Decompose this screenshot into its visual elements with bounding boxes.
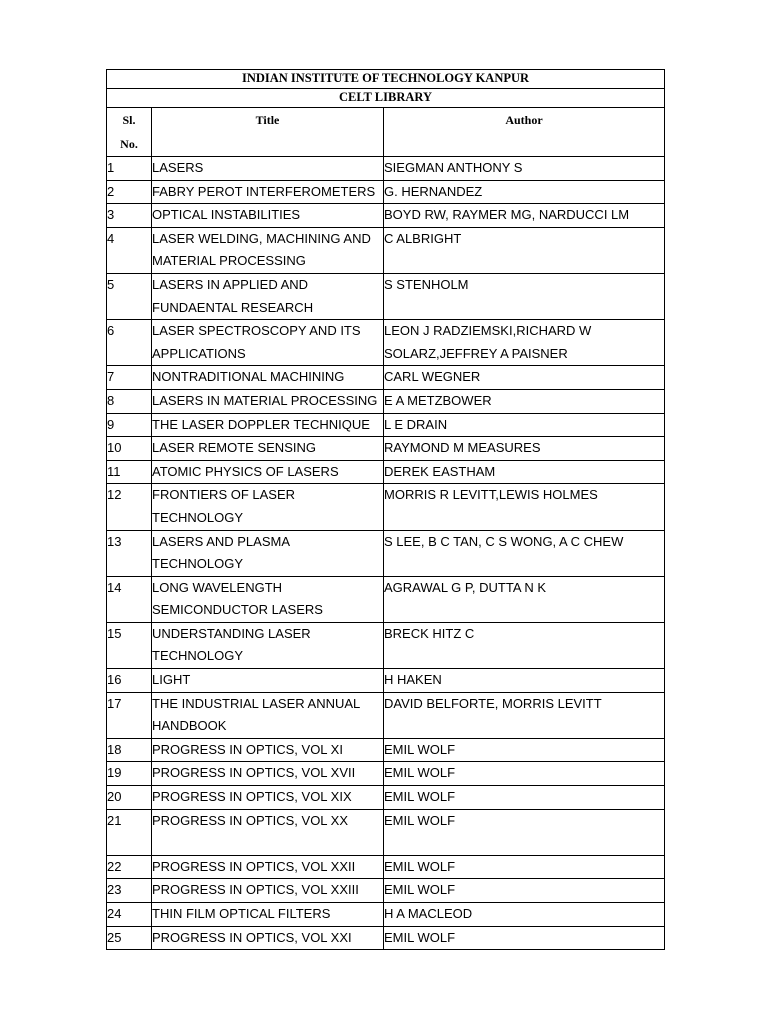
author-header: Author — [384, 108, 665, 157]
table-row — [107, 413, 665, 437]
book-author-cell: EMIL WOLF — [384, 879, 665, 903]
table-row — [107, 227, 665, 273]
book-title-cell: NONTRADITIONAL MACHINING — [152, 366, 384, 390]
book-title-cell: FRONTIERS OF LASER TECHNOLOGY — [152, 484, 384, 530]
book-title-cell: ATOMIC PHYSICS OF LASERS — [152, 460, 384, 484]
serial-number-cell: 6 — [107, 320, 152, 366]
book-author-cell: DAVID BELFORTE, MORRIS LEVITT — [384, 692, 665, 738]
serial-number-cell: 18 — [107, 738, 152, 762]
serial-number-cell: 8 — [107, 389, 152, 413]
book-author-cell: EMIL WOLF — [384, 926, 665, 950]
book-title-cell: PROGRESS IN OPTICS, VOL XXII — [152, 855, 384, 879]
library-title: CELT LIBRARY — [107, 89, 665, 108]
table-row — [107, 204, 665, 228]
book-author-cell: EMIL WOLF — [384, 855, 665, 879]
table-row — [107, 460, 665, 484]
serial-number-cell: 17 — [107, 692, 152, 738]
institute-title: INDIAN INSTITUTE OF TECHNOLOGY KANPUR — [107, 70, 665, 89]
serial-number-cell: 7 — [107, 366, 152, 390]
table-row — [107, 484, 665, 530]
table-row — [107, 437, 665, 461]
serial-number-cell: 24 — [107, 903, 152, 927]
book-title-cell: THE INDUSTRIAL LASER ANNUAL HANDBOOK — [152, 692, 384, 738]
book-author-cell: DEREK EASTHAM — [384, 460, 665, 484]
column-header-row — [107, 108, 665, 157]
book-title-cell: PROGRESS IN OPTICS, VOL XX — [152, 809, 384, 855]
table-row — [107, 389, 665, 413]
book-title-cell: UNDERSTANDING LASER TECHNOLOGY — [152, 622, 384, 668]
table-row — [107, 273, 665, 319]
book-author-cell: G. HERNANDEZ — [384, 180, 665, 204]
serial-number-cell: 16 — [107, 669, 152, 693]
book-author-cell: C ALBRIGHT — [384, 227, 665, 273]
table-body — [107, 70, 665, 950]
sl-no-header — [107, 108, 152, 157]
serial-number-cell: 3 — [107, 204, 152, 228]
table-row — [107, 157, 665, 181]
serial-number-cell: 9 — [107, 413, 152, 437]
book-title-cell: LONG WAVELENGTH SEMICONDUCTOR LASERS — [152, 576, 384, 622]
book-author-cell: LEON J RADZIEMSKI,RICHARD W SOLARZ,JEFFREY A PAISNER — [384, 320, 665, 366]
serial-number-cell: 22 — [107, 855, 152, 879]
book-catalog-table — [106, 69, 665, 950]
serial-number-cell: 13 — [107, 530, 152, 576]
book-title-cell: LIGHT — [152, 669, 384, 693]
book-author-cell: EMIL WOLF — [384, 738, 665, 762]
serial-number-cell: 25 — [107, 926, 152, 950]
serial-number-cell: 1 — [107, 157, 152, 181]
serial-number-cell: 11 — [107, 460, 152, 484]
book-author-cell: RAYMOND M MEASURES — [384, 437, 665, 461]
book-title-cell: PROGRESS IN OPTICS, VOL XIX — [152, 786, 384, 810]
book-author-cell: SIEGMAN ANTHONY S — [384, 157, 665, 181]
table-row — [107, 692, 665, 738]
book-author-cell: BRECK HITZ C — [384, 622, 665, 668]
serial-number-cell: 5 — [107, 273, 152, 319]
book-title-cell: PROGRESS IN OPTICS, VOL XI — [152, 738, 384, 762]
table-row — [107, 530, 665, 576]
sl-header-line2: No. — [120, 137, 138, 151]
book-author-cell: CARL WEGNER — [384, 366, 665, 390]
book-title-cell: PROGRESS IN OPTICS, VOL XVII — [152, 762, 384, 786]
table-row — [107, 903, 665, 927]
book-title-cell: LASER WELDING, MACHINING AND MATERIAL PROCESSING — [152, 227, 384, 273]
book-author-cell: MORRIS R LEVITT,LEWIS HOLMES — [384, 484, 665, 530]
book-title-cell: FABRY PEROT INTERFEROMETERS — [152, 180, 384, 204]
serial-number-cell: 19 — [107, 762, 152, 786]
table-row — [107, 180, 665, 204]
book-author-cell: L E DRAIN — [384, 413, 665, 437]
book-title-cell: OPTICAL INSTABILITIES — [152, 204, 384, 228]
table-row — [107, 366, 665, 390]
table-row — [107, 738, 665, 762]
table-row — [107, 855, 665, 879]
book-author-cell: S LEE, B C TAN, C S WONG, A C CHEW — [384, 530, 665, 576]
book-title-cell: PROGRESS IN OPTICS, VOL XXIII — [152, 879, 384, 903]
table-row — [107, 622, 665, 668]
sl-header-line1: Sl. — [122, 113, 136, 127]
book-author-cell: H A MACLEOD — [384, 903, 665, 927]
book-title-cell: PROGRESS IN OPTICS, VOL XXI — [152, 926, 384, 950]
book-author-cell: AGRAWAL G P, DUTTA N K — [384, 576, 665, 622]
serial-number-cell: 14 — [107, 576, 152, 622]
serial-number-cell: 20 — [107, 786, 152, 810]
book-title-cell: LASERS AND PLASMA TECHNOLOGY — [152, 530, 384, 576]
table-row — [107, 809, 665, 855]
book-title-cell: LASERS IN APPLIED AND FUNDAENTAL RESEARCH — [152, 273, 384, 319]
serial-number-cell: 10 — [107, 437, 152, 461]
book-title-cell: LASERS — [152, 157, 384, 181]
table-row — [107, 576, 665, 622]
book-author-cell: H HAKEN — [384, 669, 665, 693]
serial-number-cell: 21 — [107, 809, 152, 855]
serial-number-cell: 23 — [107, 879, 152, 903]
book-author-cell: BOYD RW, RAYMER MG, NARDUCCI LM — [384, 204, 665, 228]
serial-number-cell: 4 — [107, 227, 152, 273]
book-title-cell: LASERS IN MATERIAL PROCESSING — [152, 389, 384, 413]
serial-number-cell: 12 — [107, 484, 152, 530]
book-author-cell: E A METZBOWER — [384, 389, 665, 413]
table-row — [107, 320, 665, 366]
table-row — [107, 786, 665, 810]
table-row — [107, 879, 665, 903]
serial-number-cell: 15 — [107, 622, 152, 668]
title-header: Title — [152, 108, 384, 157]
serial-number-cell: 2 — [107, 180, 152, 204]
book-author-cell: EMIL WOLF — [384, 762, 665, 786]
book-title-cell: LASER REMOTE SENSING — [152, 437, 384, 461]
book-title-cell: THE LASER DOPPLER TECHNIQUE — [152, 413, 384, 437]
library-row — [107, 89, 665, 108]
book-author-cell: EMIL WOLF — [384, 786, 665, 810]
table-row — [107, 669, 665, 693]
table-row — [107, 926, 665, 950]
book-author-cell: EMIL WOLF — [384, 809, 665, 855]
book-title-cell: LASER SPECTROSCOPY AND ITS APPLICATIONS — [152, 320, 384, 366]
table-row — [107, 762, 665, 786]
institute-row — [107, 70, 665, 89]
book-title-cell: THIN FILM OPTICAL FILTERS — [152, 903, 384, 927]
book-author-cell: S STENHOLM — [384, 273, 665, 319]
